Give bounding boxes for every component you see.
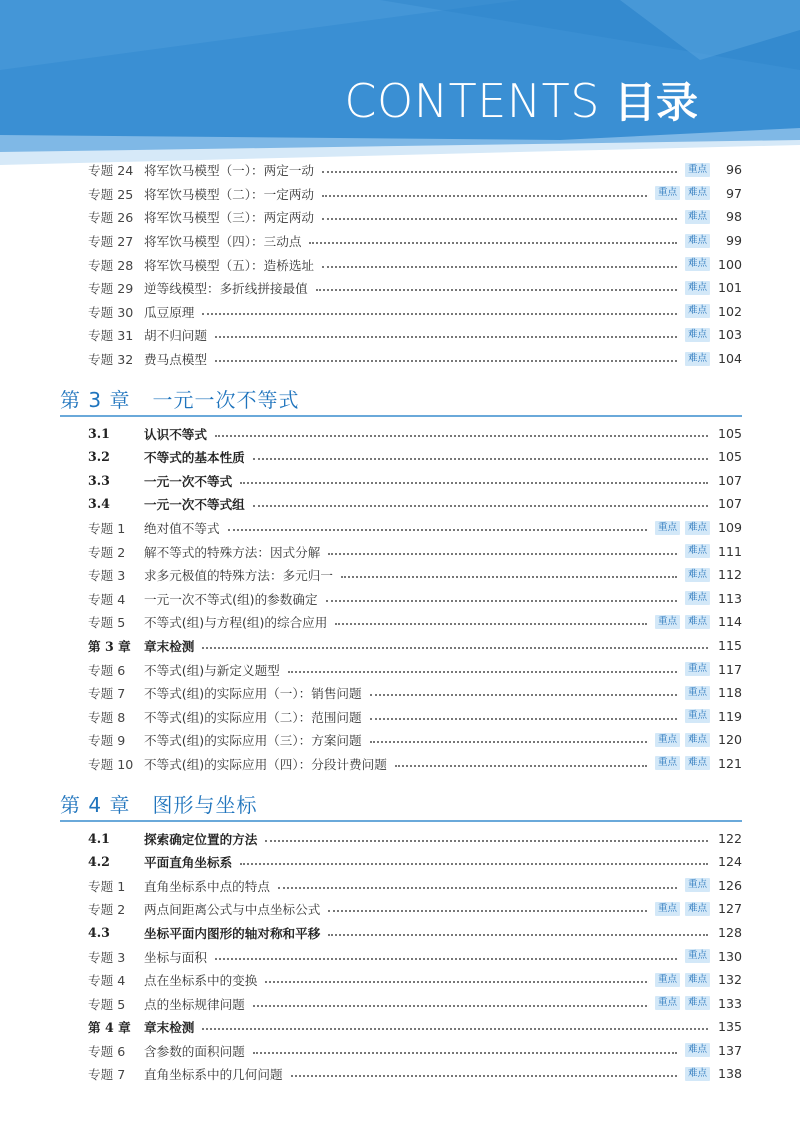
page-number: 117 [717, 661, 742, 677]
page-number: 107 [717, 472, 742, 488]
difficulty-badge: 难点 [685, 352, 710, 366]
page-number: 132 [717, 972, 742, 988]
leader-dots [328, 933, 708, 936]
page-number: 99 [725, 233, 742, 249]
difficulty-badge: 难点 [685, 591, 710, 605]
entry-number: 专题 4 [88, 591, 126, 607]
entry-number: 专题 6 [88, 1043, 126, 1059]
leader-dots [291, 1074, 677, 1077]
entry-title[interactable]: 瓜豆原理 [144, 304, 195, 320]
toc-entry[interactable] [88, 445, 742, 469]
toc-entry[interactable] [88, 752, 742, 776]
page-number: 126 [717, 877, 742, 893]
difficulty-badge: 难点 [685, 304, 710, 318]
entry-badges [685, 210, 710, 224]
leader-dots [335, 622, 647, 625]
entry-title[interactable]: 章末检测 [144, 638, 195, 654]
page-number: 128 [717, 924, 742, 940]
page-number: 119 [717, 708, 742, 724]
leader-dots [253, 1051, 677, 1054]
difficulty-badge: 难点 [685, 973, 710, 987]
toc-entry[interactable] [88, 1015, 742, 1039]
entry-badges [685, 281, 710, 295]
entry-title[interactable]: 胡不归问题 [144, 328, 207, 344]
entry-badges [655, 902, 710, 916]
entry-number: 专题 1 [88, 521, 126, 537]
toc-entry[interactable] [88, 1039, 742, 1063]
leader-dots [253, 457, 708, 460]
entry-badges [685, 568, 710, 582]
chapter-name: 一元一次不等式 [152, 388, 300, 413]
leader-dots [309, 241, 677, 244]
toc-entry[interactable] [88, 252, 742, 276]
entry-number: 专题 29 [88, 281, 134, 297]
key-point-badge: 重点 [655, 733, 680, 747]
difficulty-badge: 难点 [685, 1067, 710, 1081]
chapter-label: 第 3 章 [60, 388, 131, 413]
page-number: 97 [725, 185, 742, 201]
entry-badges [685, 257, 710, 271]
entry-title[interactable]: 不等式的基本性质 [144, 450, 245, 466]
entry-number: 专题 31 [88, 328, 134, 344]
entry-number: 3.3 [88, 472, 110, 488]
key-point-badge: 重点 [685, 686, 710, 700]
leader-dots [253, 1004, 647, 1007]
toc-entry[interactable] [88, 873, 742, 897]
entry-number: 专题 5 [88, 615, 126, 631]
toc-entry[interactable] [88, 516, 742, 540]
entry-title[interactable]: 不等式(组)与新定义题型 [144, 662, 280, 678]
entry-number: 专题 2 [88, 902, 126, 918]
entry-title[interactable]: 不等式(组)的实际应用（四）：分段计费问题 [144, 756, 387, 772]
entry-title[interactable]: 绝对值不等式 [144, 521, 220, 537]
entry-title[interactable]: 两点间距离公式与中点坐标公式 [144, 902, 321, 918]
toc-entry[interactable] [88, 276, 742, 300]
toc-entry[interactable] [88, 921, 742, 945]
page-number: 109 [717, 520, 742, 536]
entry-number: 3.1 [88, 425, 110, 441]
toc-entry[interactable] [88, 563, 742, 587]
leader-dots [240, 862, 708, 865]
toc-entry[interactable] [88, 968, 742, 992]
key-point-badge: 重点 [655, 756, 680, 770]
chapter-underline [60, 415, 742, 417]
page-title [344, 74, 698, 128]
page-number: 124 [717, 854, 742, 870]
entry-badges [655, 521, 710, 535]
entry-number: 专题 9 [88, 733, 126, 749]
leader-dots [370, 693, 677, 696]
leader-dots [328, 552, 677, 555]
page-number: 114 [717, 614, 742, 630]
entry-number: 专题 28 [88, 257, 134, 273]
leader-dots [322, 170, 677, 173]
difficulty-badge: 难点 [685, 257, 710, 271]
entry-badges [685, 328, 710, 342]
entry-badges [685, 949, 710, 963]
entry-title[interactable]: 章末检测 [144, 1020, 195, 1036]
entry-title[interactable]: 解不等式的特殊方法：因式分解 [144, 544, 321, 560]
leader-dots [215, 957, 677, 960]
entry-title[interactable]: 将军饮马模型（四）：三动点 [144, 234, 302, 250]
key-point-badge: 重点 [655, 973, 680, 987]
page-number: 118 [717, 685, 742, 701]
toc-entry[interactable] [88, 634, 742, 658]
leader-dots [370, 717, 677, 720]
title-chinese: 目录 [613, 78, 698, 127]
difficulty-badge: 难点 [685, 902, 710, 916]
entry-badges [685, 591, 710, 605]
entry-title[interactable]: 探索确定位置的方法 [144, 831, 258, 847]
key-point-badge: 重点 [685, 709, 710, 723]
entry-title[interactable]: 含参数的面积问题 [144, 1043, 245, 1059]
difficulty-badge: 难点 [685, 733, 710, 747]
toc-entry[interactable] [88, 492, 742, 516]
leader-dots [326, 599, 677, 602]
toc-entry[interactable] [88, 158, 742, 182]
entry-number: 专题 24 [88, 163, 134, 179]
toc-entry[interactable] [88, 1062, 742, 1086]
difficulty-badge: 难点 [685, 328, 710, 342]
leader-dots [265, 980, 647, 983]
page-number: 101 [717, 280, 742, 296]
entry-number: 第 4 章 [88, 1020, 131, 1036]
header-banner [0, 0, 800, 165]
entry-number: 专题 32 [88, 352, 134, 368]
difficulty-badge: 难点 [685, 996, 710, 1010]
page-number: 122 [717, 830, 742, 846]
chapter-label: 第 4 章 [60, 793, 131, 818]
key-point-badge: 重点 [685, 878, 710, 892]
entry-title[interactable]: 一元一次不等式组 [144, 497, 245, 513]
page-number: 105 [717, 425, 742, 441]
entry-badges [685, 544, 710, 558]
leader-dots [370, 740, 647, 743]
toc-entry[interactable] [88, 347, 742, 371]
page-number: 112 [717, 567, 742, 583]
toc-entry[interactable] [88, 205, 742, 229]
toc-entry[interactable] [88, 300, 742, 324]
difficulty-badge: 难点 [685, 234, 710, 248]
entry-title[interactable]: 一元一次不等式(组)的参数确定 [144, 591, 318, 607]
page-number: 121 [717, 755, 742, 771]
entry-badges [655, 973, 710, 987]
page-number: 113 [717, 590, 742, 606]
entry-badges [655, 615, 710, 629]
toc-entry[interactable] [88, 421, 742, 445]
leader-dots [240, 481, 708, 484]
toc-entry[interactable] [88, 944, 742, 968]
leader-dots [395, 764, 647, 767]
page-number: 135 [717, 1019, 742, 1035]
chapter-underline [60, 820, 742, 822]
toc-entry[interactable] [88, 469, 742, 493]
toc-entry[interactable] [88, 539, 742, 563]
difficulty-badge: 难点 [685, 615, 710, 629]
page-number: 105 [717, 449, 742, 465]
page-number: 100 [717, 256, 742, 272]
key-point-badge: 重点 [655, 186, 680, 200]
page-number: 133 [717, 995, 742, 1011]
page-number: 96 [725, 162, 742, 178]
entry-badges [685, 709, 710, 723]
page-number: 98 [725, 209, 742, 225]
entry-number: 专题 7 [88, 1067, 126, 1083]
page-number: 103 [717, 327, 742, 343]
difficulty-badge: 难点 [685, 186, 710, 200]
entry-badges [655, 733, 710, 747]
page-number: 130 [717, 948, 742, 964]
entry-number: 专题 3 [88, 568, 126, 584]
leader-dots [341, 575, 677, 578]
entry-number: 专题 1 [88, 878, 126, 894]
chapter-title [60, 384, 299, 413]
key-point-badge: 重点 [685, 163, 710, 177]
entry-number: 专题 25 [88, 186, 134, 202]
page-number: 111 [717, 543, 742, 559]
toc-entry[interactable] [88, 991, 742, 1015]
page-number: 104 [717, 351, 742, 367]
toc-entry[interactable] [88, 587, 742, 611]
difficulty-badge: 难点 [685, 210, 710, 224]
toc-entry[interactable] [88, 229, 742, 253]
entry-badges [655, 996, 710, 1010]
entry-badges [685, 686, 710, 700]
entry-number: 专题 2 [88, 544, 126, 560]
entry-badges [685, 1043, 710, 1057]
entry-title[interactable]: 坐标与面积 [144, 949, 207, 965]
toc-entry[interactable] [88, 826, 742, 850]
toc-entry[interactable] [88, 610, 742, 634]
toc-entry[interactable] [88, 657, 742, 681]
entry-badges [685, 304, 710, 318]
leader-dots [316, 288, 677, 291]
page-number: 137 [717, 1042, 742, 1058]
entry-badges [685, 1067, 710, 1081]
entry-title[interactable]: 将军饮马模型（五）：造桥选址 [144, 257, 315, 273]
entry-title[interactable]: 一元一次不等式 [144, 473, 233, 489]
page-number: 115 [717, 637, 742, 653]
toc-entry[interactable] [88, 704, 742, 728]
entry-title[interactable]: 不等式(组)的实际应用（三）：方案问题 [144, 733, 362, 749]
entry-title[interactable]: 将军饮马模型（二）：一定两动 [144, 186, 315, 202]
entry-number: 专题 30 [88, 304, 134, 320]
toc-entry[interactable] [88, 182, 742, 206]
difficulty-badge: 难点 [685, 756, 710, 770]
toc-entry[interactable] [88, 897, 742, 921]
entry-title[interactable]: 将军饮马模型（一）：两定一动 [144, 163, 315, 179]
entry-badges [685, 878, 710, 892]
entry-number: 4.2 [88, 854, 110, 870]
leader-dots [228, 528, 647, 531]
entry-number: 3.4 [88, 496, 110, 512]
toc-entry[interactable] [88, 850, 742, 874]
entry-title[interactable]: 求多元极值的特殊方法：多元归一 [144, 568, 333, 584]
entry-title[interactable]: 直角坐标系中的几何问题 [144, 1067, 283, 1083]
entry-number: 第 3 章 [88, 638, 131, 654]
leader-dots [253, 504, 708, 507]
chapter-title [60, 789, 257, 818]
entry-title[interactable]: 认识不等式 [144, 426, 207, 442]
page-number: 120 [717, 732, 742, 748]
difficulty-badge: 难点 [685, 1043, 710, 1057]
table-of-contents [0, 158, 800, 1086]
key-point-badge: 重点 [655, 615, 680, 629]
entry-title[interactable]: 不等式(组)的实际应用（二）：范围问题 [144, 709, 362, 725]
entry-badges [685, 352, 710, 366]
leader-dots [202, 312, 677, 315]
entry-title[interactable]: 不等式(组)的实际应用（一）：销售问题 [144, 686, 362, 702]
leader-dots [322, 194, 647, 197]
difficulty-badge: 难点 [685, 281, 710, 295]
entry-number: 专题 8 [88, 709, 126, 725]
entry-number: 专题 3 [88, 949, 126, 965]
leader-dots [215, 434, 708, 437]
entry-badges [655, 186, 710, 200]
difficulty-badge: 难点 [685, 521, 710, 535]
chapter-heading [60, 779, 742, 822]
leader-dots [322, 217, 677, 220]
difficulty-badge: 难点 [685, 544, 710, 558]
key-point-badge: 重点 [685, 949, 710, 963]
key-point-badge: 重点 [655, 521, 680, 535]
difficulty-badge: 难点 [685, 568, 710, 582]
page-number: 102 [717, 303, 742, 319]
entry-number: 专题 5 [88, 996, 126, 1012]
toc-entry[interactable] [88, 681, 742, 705]
entry-number: 专题 4 [88, 973, 126, 989]
key-point-badge: 重点 [655, 996, 680, 1010]
entry-title[interactable]: 将军饮马模型（三）：两定两动 [144, 210, 315, 226]
page-number: 138 [717, 1066, 742, 1082]
entry-number: 专题 27 [88, 234, 134, 250]
entry-title[interactable]: 点在坐标系中的变换 [144, 973, 258, 989]
key-point-badge: 重点 [655, 902, 680, 916]
toc-entry[interactable] [88, 728, 742, 752]
title-english: CONTENTS [344, 74, 600, 128]
leader-dots [328, 909, 647, 912]
page-number: 107 [717, 496, 742, 512]
entry-badges [685, 234, 710, 248]
entry-badges [685, 163, 710, 177]
leader-dots [215, 335, 677, 338]
entry-title[interactable]: 不等式(组)与方程(组)的综合应用 [144, 615, 328, 631]
leader-dots [278, 886, 677, 889]
entry-number: 专题 10 [88, 756, 134, 772]
entry-number: 专题 26 [88, 210, 134, 226]
chapter-heading [60, 374, 742, 417]
entry-badges [685, 662, 710, 676]
leader-dots [215, 359, 677, 362]
leader-dots [322, 265, 677, 268]
entry-title[interactable]: 费马点模型 [144, 352, 207, 368]
chapter-name: 图形与坐标 [152, 793, 258, 818]
entry-number: 3.2 [88, 449, 110, 465]
entry-number: 4.1 [88, 830, 110, 846]
toc-entry[interactable] [88, 323, 742, 347]
entry-title[interactable]: 坐标平面内图形的轴对称和平移 [144, 925, 321, 941]
leader-dots [265, 839, 708, 842]
entry-number: 专题 7 [88, 686, 126, 702]
entry-title[interactable]: 平面直角坐标系 [144, 855, 233, 871]
leader-dots [202, 646, 708, 649]
leader-dots [202, 1027, 708, 1030]
entry-number: 专题 6 [88, 662, 126, 678]
entry-title[interactable]: 点的坐标规律问题 [144, 996, 245, 1012]
entry-number: 4.3 [88, 924, 110, 940]
leader-dots [288, 670, 677, 673]
key-point-badge: 重点 [685, 662, 710, 676]
entry-title[interactable]: 逆等线模型：多折线拼接最值 [144, 281, 308, 297]
entry-title[interactable]: 直角坐标系中点的特点 [144, 878, 270, 894]
page-number: 127 [717, 901, 742, 917]
entry-badges [655, 756, 710, 770]
